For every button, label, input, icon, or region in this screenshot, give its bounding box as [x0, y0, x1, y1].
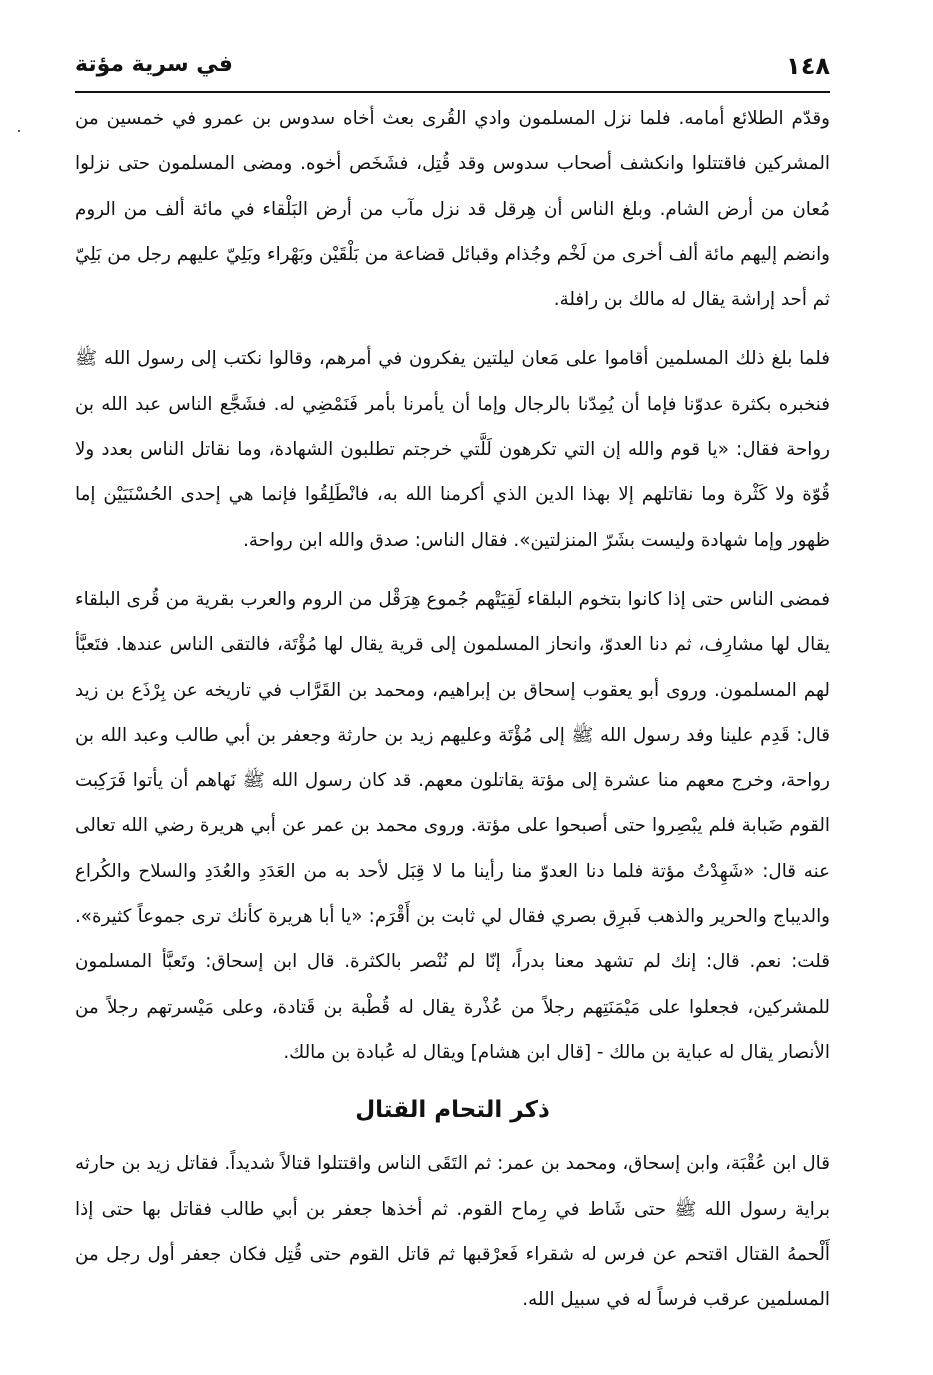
section-heading: ذكر التحام القتال	[355, 1097, 550, 1124]
page-number: ١٤٨	[786, 52, 830, 80]
page-body	[75, 96, 830, 1322]
paragraph-1: وقدّم الطلائع أمامه. فلما نزل المسلمون وادي القُرى بعث أخاه سدوس بن عمرو في خمسين من المشركين فاقتتلوا وانكشف أصحاب سدوس وقد قُتِل، فشَخَص أخوه. ومضى المسلمون حتى نزلوا مُعان من أرض الشام. وبلغ الناس أن هِرقل قد نزل مآب من أرض البَلْقاء في مائة ألف من الروم وانضم إليهم مائة ألف أخرى من لَخْم وجُذام وقبائل قضاعة من بَلْقَيْن وبَهْراء وبَلِيّ عليهم رجل من بَلِيّ ثم أحد إراشة يقال له مالك بن رافلة.	[75, 108, 830, 311]
paragraph-3: فمضى الناس حتى إذا كانوا بتخوم البلقاء لَقِيَتْهم جُموع هِرَقْل من الروم والعرب بقرية من قُرى البلقاء يقال لها مشارِف، ثم دنا العدوّ، وانحاز المسلمون إلى قرية يقال لها مُؤْتَة، فالتقى الناس عندها. فتَعبَّأ لهم المسلمون. وروى أبو يعقوب إسحاق بن إبراهيم، ومحمد بن القَرَّاب في تاريخه عن بِرْذَع بن زيد قال: قَدِم علينا وفد رسول الله ﷺ إلى مُؤْتَة وعليهم زيد بن حارثة وجعفر بن أبي طالب وعبد الله بن رواحة، وخرج معهم منا عشرة إلى مؤتة يقاتلون معهم. قد كان رسول الله ﷺ نَهاهم أن يأتوا فَرَكِبت القوم ضَبابة فلم يبْصِروا حتى أصبحوا على مؤتة. وروى محمد بن عمر عن أبي هريرة رضي الله تعالى عنه قال: «شَهِدْتُ مؤتة فلما دنا العدوّ منا رأينا ما لا قِبَل لأحد به من العَدَدِ والعُدَدِ والسلاح والكُراع والديباج والحرير والذهب فَبرِق بصري فقال لي ثابت بن أَقْرَم: «يا أبا هريرة كأنك ترى جموعاً كثيرة». قلت: نعم. قال: إنك لم تشهد معنا بدراً، إنّا لم نُنْصر بالكثرة. قال ابن إسحاق: وتَعبَّأ المسلمون للمشركين، فجعلوا على مَيْمَنَتِهم رجلاً من عُذْرة يقال له قُطْبة بن قَتادة، وعلى مَيْسرتهم رجلاً من الأنصار يقال له عباية بن مالك - [قال ابن هشام] ويقال له عُبادة بن مالك.	[75, 588, 830, 1063]
page-header	[75, 50, 830, 94]
paragraph-2: فلما بلغ ذلك المسلمين أقاموا على مَعان ليلتين يفكرون في أمرهم، وقالوا نكتب إلى رسول الله ﷺ فنخبره بكثرة عدوّنا فإما أن يُمِدّنا بالرجال وإما أن يأمرنا بأمر فَنَمْضِي له. فشَجَّع الناس عبد الله بن رواحة فقال: «يا قوم والله إن التي تكرهون لَلَّتي خرجتم تطلبون الشهادة، وما نقاتل الناس بعدد ولا قُوّة ولا كَثْرة وما نقاتلهم إلا بهذا الدين الذي أكرمنا الله به، فانْطَلِقُوا فإنما هي إحدى الحُسْنَيَيْن إما ظهور وإما شهادة وليست بشَرّ المنزلتين». فقال الناس: صدق والله ابن رواحة.	[75, 348, 830, 551]
running-title: في سرية مؤتة	[75, 52, 233, 77]
header-rule	[75, 91, 830, 93]
paragraph-4: قال ابن عُقْبَة، وابن إسحاق، ومحمد بن عمر: ثم التَقَى الناس واقتتلوا قتالاً شديداً. فقاتل زيد بن حارثه براية رسول الله ﷺ حتى شَاط في رِماح القوم. ثم أخذها جعفر بن أبي طالب فقاتل بها حتى إذا أَلْحمهُ القتال اقتحم عن فرس له شقراء فَعرْقبها ثم قاتل القوم حتى قُتِل فكان جعفر أول رجل من المسلمين عرقب فرساً له في سبيل الله.	[75, 1153, 830, 1311]
margin-speck	[18, 130, 20, 132]
